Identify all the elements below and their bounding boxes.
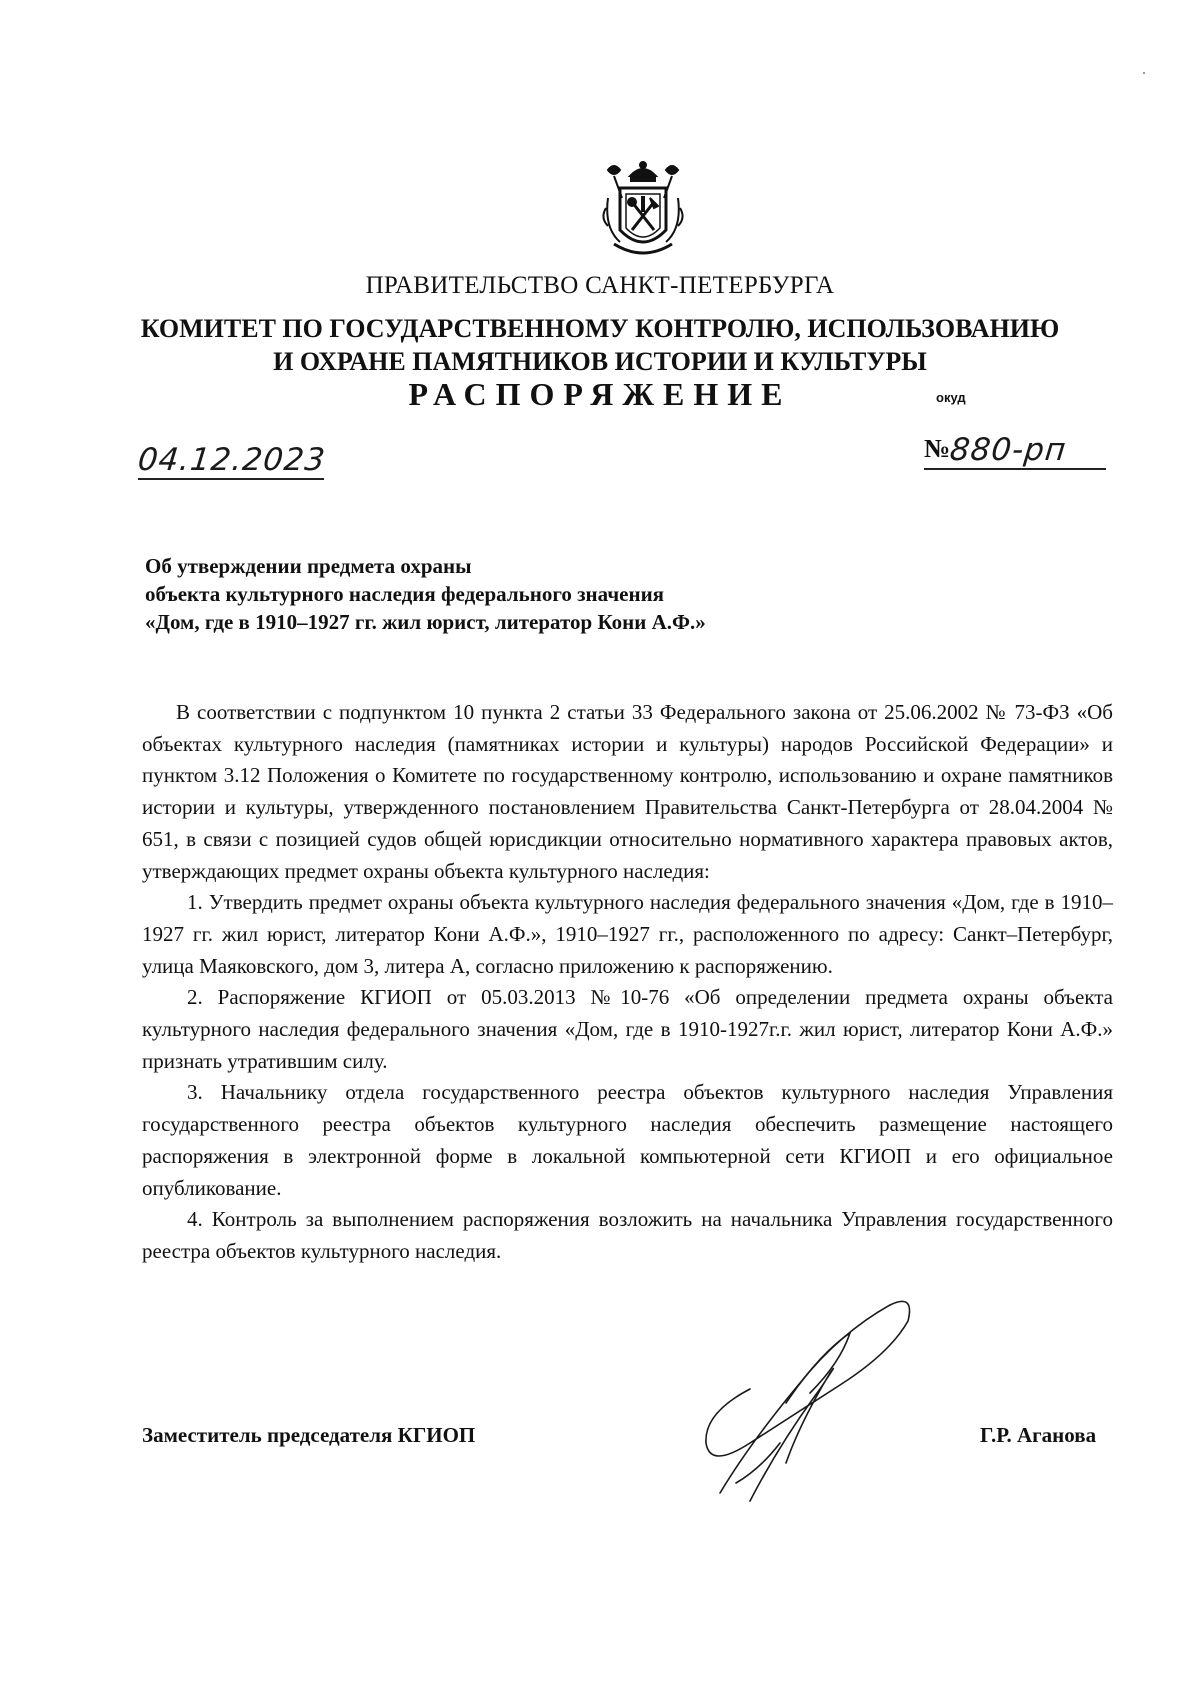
number-sign: № xyxy=(924,434,951,463)
committee-line-1: КОМИТЕТ ПО ГОСУДАРСТВЕННОМУ КОНТРОЛЮ, ИСПОЛЬЗОВАНИЮ xyxy=(140,314,1060,343)
document-subject xyxy=(145,552,1045,636)
signatory-title: Заместитель председателя КГИОП xyxy=(142,1423,476,1447)
signatory-name: Г.Р. Аганова xyxy=(980,1423,1097,1447)
order-item-4: 4. Контроль за выполнением распоряжения возложить на начальника Управления государственного реестра объектов культурного наследия. xyxy=(142,1207,1113,1263)
committee-name xyxy=(60,312,1140,379)
preamble-paragraph: В соответствии с подпунктом 10 пункта 2 статьи 33 Федерального закона от 25.06.2002 № 73-ФЗ «Об объектах культурного наследия (памятниках истории и культуры) народов Российской Федерации» и пунктом 3.12 Положения о Комитете по государственному контролю, использованию и охране памятников истории и культуры, утвержденного постановлением Правительства Санкт-Петербурга от 28.04.2004 № 651, в связи с позицией судов общей юрисдикции относительно нормативного характера правовых актов, утверждающих предмет охраны объекта культурного наследия: xyxy=(142,700,1113,883)
coat-of-arms-icon xyxy=(600,158,686,262)
document-type: РАСПОРЯЖЕНИЕ xyxy=(408,376,792,412)
document-body xyxy=(142,697,1113,1268)
handwritten-signature-icon xyxy=(690,1293,950,1513)
order-date xyxy=(136,442,328,480)
subject-line-2: объекта культурного наследия федерального значения xyxy=(145,582,665,607)
order-date-value: 04.12.2023 xyxy=(136,442,328,478)
subject-line-1: Об утверждении предмета охраны xyxy=(145,554,472,578)
order-number xyxy=(924,432,1106,470)
order-item-1: 1. Утвердить предмет охраны объекта культурного наследия федерального значения «Дом, где в 1910–1927 гг. жил юрист, литератор Кони А.Ф.», 1910–1927 гг., расположенного по адресу: Санкт–Петербург, улица Маяковского, дом 3, литера А, согласно приложению к распоряжению. xyxy=(142,890,1113,978)
committee-line-2: И ОХРАНЕ ПАМЯТНИКОВ ИСТОРИИ И КУЛЬТУРЫ xyxy=(273,347,927,377)
subject-line-3: «Дом, где в 1910–1927 гг. жил юрист, литератор Кони А.Ф.» xyxy=(145,610,706,635)
order-item-2: 2. Распоряжение КГИОП от 05.03.2013 №10-76 «Об определении предмета охраны объекта культурного наследия федерального значения «Дом, где в 1910-1927г.г. жил юрист, литератор Кони А.Ф.» признать утратившим силу. xyxy=(142,985,1113,1073)
scan-speck xyxy=(1143,72,1145,74)
government-name: ПРАВИТЕЛЬСТВО САНКТ-ПЕТЕРБУРГА xyxy=(365,272,835,299)
okud-label: окуд xyxy=(936,390,966,405)
order-number-value: 880-рп xyxy=(948,432,1069,468)
order-item-3: 3. Начальнику отдела государственного реестра объектов культурного наследия Управления государственного реестра объектов культурного наследия обеспечить размещение настоящего распоряжения в электронной форме в локальной компьютерной сети КГИОП и его официальное опубликование. xyxy=(142,1080,1113,1200)
